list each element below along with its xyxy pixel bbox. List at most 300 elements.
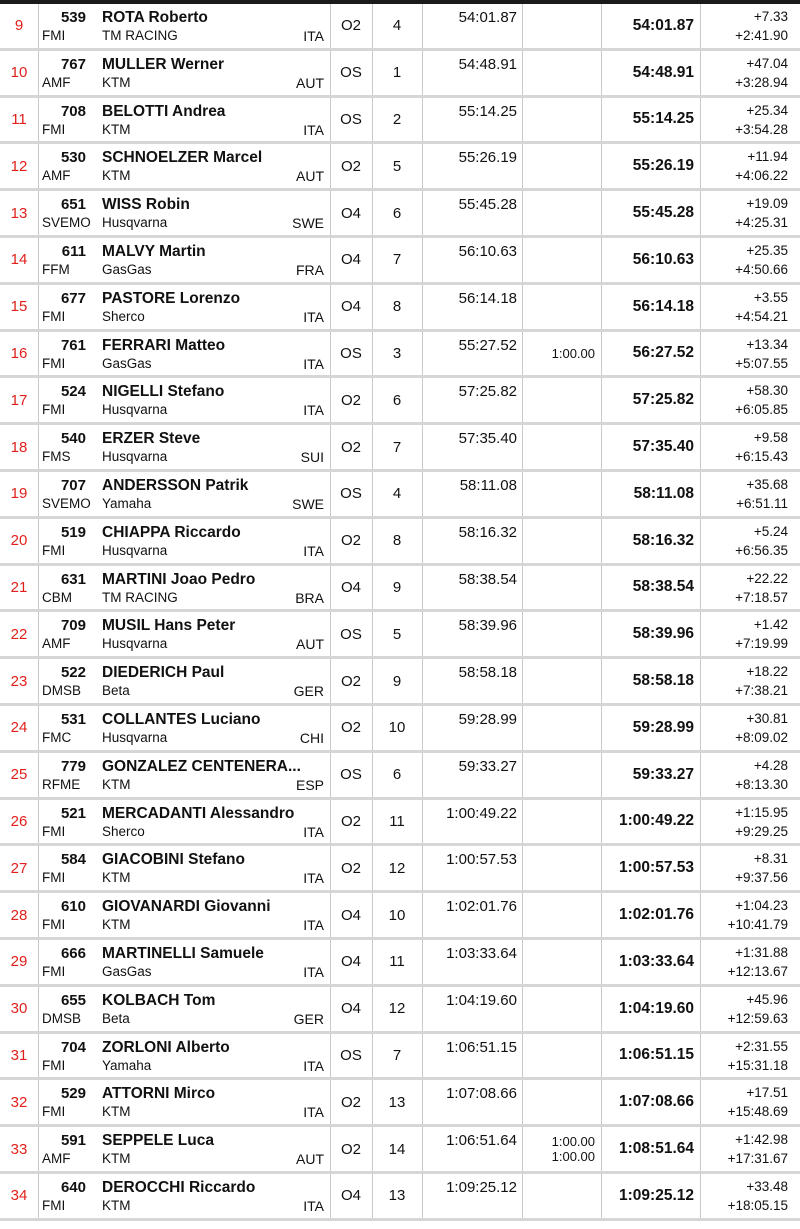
- rider-name: GONZALEZ CENTENERA...: [102, 757, 301, 775]
- rider-number: 524: [60, 383, 86, 401]
- nationality: ITA: [303, 121, 324, 138]
- rider-name: ZORLONI Alberto: [102, 1038, 230, 1056]
- class: O2: [340, 812, 361, 830]
- race-time: 1:04:19.60: [446, 991, 517, 1009]
- total-time: 1:07:08.66: [619, 1093, 694, 1111]
- class: O2: [340, 157, 361, 175]
- total-time: 1:03:33.64: [619, 952, 694, 970]
- race-time: 55:45.28: [458, 196, 517, 214]
- race-time: 1:09:25.12: [446, 1178, 517, 1196]
- class-rank: 1: [392, 64, 402, 82]
- penalty: [522, 238, 601, 282]
- nationality: ITA: [303, 542, 324, 559]
- rider-number: 779: [60, 757, 86, 775]
- position: 21: [10, 578, 28, 596]
- gap-leader: +15:48.69: [727, 1104, 788, 1120]
- penalty: [522, 191, 601, 235]
- table-row: [0, 1080, 800, 1127]
- rider-name: NIGELLI Stefano: [102, 383, 225, 401]
- federation: FMS: [42, 449, 71, 465]
- penalty: [522, 144, 601, 188]
- class: OS: [340, 344, 362, 362]
- team-name: KTM: [102, 1104, 131, 1120]
- penalty: [522, 332, 601, 376]
- gap-leader: +7:18.57: [735, 589, 788, 605]
- penalty: [522, 612, 601, 656]
- class-rank: 7: [392, 251, 402, 269]
- gap-leader: +3:54.28: [735, 121, 788, 137]
- federation: FMI: [42, 1057, 66, 1073]
- nationality: AUT: [296, 74, 324, 91]
- race-time: 1:06:51.64: [446, 1132, 517, 1150]
- federation: FMI: [42, 823, 66, 839]
- team-name: Husqvarna: [102, 402, 168, 418]
- federation: FMI: [42, 542, 66, 558]
- nationality: ITA: [303, 963, 324, 980]
- gap-previous: +3.55: [753, 289, 788, 305]
- penalty: [522, 566, 601, 610]
- table-row: [0, 940, 800, 987]
- federation: FMI: [42, 870, 66, 886]
- gap-leader: +9:29.25: [735, 823, 788, 839]
- class: OS: [340, 110, 362, 128]
- penalty: [522, 706, 601, 750]
- rider-name: COLLANTES Luciano: [102, 710, 261, 728]
- total-time: 54:01.87: [632, 16, 694, 34]
- gap-previous: +4.28: [753, 757, 788, 773]
- gap-previous: +1:04.23: [735, 898, 788, 914]
- rider-number: 521: [60, 804, 86, 822]
- position: 10: [10, 64, 28, 82]
- federation: RFME: [42, 776, 81, 792]
- position: 26: [10, 812, 28, 830]
- team-name: Beta: [102, 683, 130, 699]
- gap-leader: +4:50.66: [735, 261, 788, 277]
- position: 17: [10, 391, 28, 409]
- nationality: ITA: [303, 308, 324, 325]
- federation: FMI: [42, 917, 66, 933]
- team-name: Yamaha: [102, 1057, 152, 1073]
- penalty: [522, 51, 601, 95]
- team-name: Husqvarna: [102, 215, 168, 231]
- team-name: Yamaha: [102, 495, 152, 511]
- table-row: [0, 472, 800, 519]
- class-rank: 8: [392, 532, 402, 550]
- total-time: 1:02:01.76: [619, 906, 694, 924]
- race-time: 54:48.91: [458, 55, 517, 73]
- penalty: [522, 1127, 601, 1171]
- race-time: 1:06:51.15: [446, 1038, 517, 1056]
- table-row: [0, 893, 800, 940]
- nationality: ITA: [303, 823, 324, 840]
- rider-name: SEPPELE Luca: [102, 1132, 214, 1150]
- rider-name: GIOVANARDI Giovanni: [102, 898, 271, 916]
- class-rank: 6: [392, 204, 402, 222]
- position: 29: [10, 953, 28, 971]
- team-name: Husqvarna: [102, 542, 168, 558]
- class-rank: 11: [389, 812, 405, 830]
- nationality: CHI: [299, 729, 324, 746]
- class-rank: 9: [392, 672, 402, 690]
- rider-number: 530: [60, 149, 86, 167]
- gap-leader: +2:41.90: [735, 28, 788, 43]
- team-name: Husqvarna: [102, 729, 168, 745]
- total-time: 55:14.25: [632, 110, 694, 128]
- class: OS: [340, 64, 362, 82]
- gap-previous: +18.22: [746, 664, 788, 680]
- nationality: SWE: [292, 495, 324, 512]
- penalty: [522, 1080, 601, 1124]
- penalty: [522, 472, 601, 516]
- position: 18: [10, 438, 28, 456]
- gap-previous: +1:31.88: [735, 944, 788, 960]
- rider-name: PASTORE Lorenzo: [102, 289, 241, 307]
- total-time: 1:00:49.22: [619, 812, 694, 830]
- table-row: [0, 753, 800, 800]
- class-rank: 12: [388, 859, 406, 877]
- gap-leader: +6:15.43: [735, 449, 788, 465]
- federation: AMF: [42, 168, 71, 184]
- rider-number: 539: [60, 9, 86, 26]
- position: 12: [10, 157, 28, 175]
- class-rank: 6: [392, 766, 402, 784]
- gap-previous: +13.34: [746, 336, 788, 352]
- rider-name: WISS Robin: [102, 196, 190, 214]
- gap-previous: +11.94: [747, 149, 788, 165]
- gap-previous: +17.51: [746, 1085, 788, 1101]
- federation: FMI: [42, 402, 66, 418]
- table-row: [0, 98, 800, 145]
- nationality: GER: [293, 683, 324, 700]
- rider-name: MERCADANTI Alessandro: [102, 804, 295, 822]
- total-time: 1:00:57.53: [619, 859, 694, 877]
- position: 13: [10, 204, 28, 222]
- class: O2: [340, 672, 361, 690]
- class-rank: 4: [392, 17, 402, 35]
- penalty: [522, 1034, 601, 1078]
- gap-leader: +8:13.30: [735, 776, 788, 792]
- federation: AMF: [42, 636, 71, 652]
- race-time: 56:14.18: [458, 289, 517, 307]
- rider-number: 651: [60, 196, 86, 214]
- total-time: 57:35.40: [632, 438, 694, 456]
- class-rank: 14: [388, 1140, 406, 1158]
- class: O2: [340, 438, 361, 456]
- position: 33: [10, 1140, 28, 1158]
- total-time: 58:38.54: [632, 578, 694, 596]
- total-time: 56:10.63: [632, 250, 694, 268]
- nationality: ITA: [303, 1104, 324, 1121]
- team-name: KTM: [102, 917, 131, 933]
- federation: FMI: [42, 1197, 66, 1213]
- table-row: [0, 800, 800, 847]
- gap-previous: +1:42.98: [735, 1132, 788, 1148]
- team-name: KTM: [102, 74, 131, 90]
- total-time: 55:45.28: [632, 204, 694, 222]
- total-time: 58:39.96: [632, 625, 694, 643]
- penalty: [522, 893, 601, 937]
- rider-number: 767: [60, 55, 86, 73]
- gap-previous: +30.81: [746, 710, 788, 726]
- gap-previous: +1.42: [753, 617, 788, 633]
- nationality: ITA: [303, 28, 324, 44]
- rider-name: DIEDERICH Paul: [102, 664, 225, 682]
- rider-number: 655: [60, 991, 86, 1009]
- table-row: [0, 144, 800, 191]
- team-name: KTM: [102, 1197, 131, 1213]
- federation: DMSB: [42, 1010, 82, 1026]
- nationality: ESP: [295, 776, 324, 793]
- race-time: 58:58.18: [458, 664, 517, 682]
- race-time: 57:35.40: [458, 430, 517, 448]
- rider-name: ROTA Roberto: [102, 9, 208, 26]
- penalty: [522, 98, 601, 142]
- team-name: GasGas: [102, 355, 152, 371]
- race-time: 59:33.27: [458, 757, 517, 775]
- gap-leader: +8:09.02: [735, 729, 788, 745]
- class-rank: 6: [392, 391, 402, 409]
- gap-leader: +9:37.56: [735, 870, 788, 886]
- nationality: SWE: [292, 215, 324, 232]
- rider-number: 704: [60, 1038, 86, 1056]
- rider-number: 529: [60, 1085, 86, 1103]
- total-time: 58:16.32: [632, 531, 694, 549]
- rider-name: MULLER Werner: [102, 55, 225, 73]
- rider-name: CHIAPPA Riccardo: [102, 523, 241, 541]
- team-name: Husqvarna: [102, 449, 168, 465]
- class: O2: [340, 859, 361, 877]
- federation: SVEMO: [42, 495, 91, 511]
- rider-number: 640: [60, 1178, 86, 1196]
- gap-leader: +4:25.31: [735, 215, 788, 231]
- class-rank: 4: [392, 485, 402, 503]
- race-time: 1:02:01.76: [446, 898, 517, 916]
- rider-name: KOLBACH Tom: [102, 991, 216, 1009]
- rider-number: 519: [60, 523, 86, 541]
- rider-number: 677: [60, 289, 86, 307]
- team-name: KTM: [102, 870, 131, 886]
- federation: CBM: [42, 589, 72, 605]
- class-rank: 2: [392, 110, 402, 128]
- class-rank: 11: [389, 953, 405, 971]
- class: O2: [340, 1093, 361, 1111]
- gap-previous: +22.22: [746, 570, 788, 586]
- gap-leader: +15:31.18: [727, 1057, 788, 1073]
- nationality: SUI: [300, 449, 324, 466]
- table-row: [0, 285, 800, 332]
- rider-number: 610: [60, 898, 86, 916]
- race-time: 58:16.32: [458, 523, 517, 541]
- position: 25: [10, 766, 28, 784]
- race-time: 1:07:08.66: [446, 1085, 517, 1103]
- table-row: [0, 659, 800, 706]
- rider-number: 666: [60, 944, 86, 962]
- rider-number: 531: [60, 710, 86, 728]
- rider-name: DEROCCHI Riccardo: [102, 1178, 256, 1196]
- table-row: [0, 706, 800, 753]
- gap-leader: +6:51.11: [736, 495, 788, 511]
- class: O4: [340, 578, 361, 596]
- gap-previous: +5.24: [753, 523, 788, 539]
- team-name: KTM: [102, 168, 131, 184]
- race-time: 1:00:57.53: [446, 851, 517, 869]
- rider-name: ANDERSSON Patrik: [102, 476, 249, 494]
- federation: DMSB: [42, 683, 82, 699]
- race-time: 57:25.82: [458, 383, 517, 401]
- rider-name: SCHNOELZER Marcel: [102, 149, 263, 167]
- federation: FMI: [42, 1104, 66, 1120]
- table-row: [0, 566, 800, 613]
- gap-previous: +25.34: [746, 102, 788, 118]
- race-time: 55:14.25: [458, 102, 517, 120]
- rider-name: MARTINI Joao Pedro: [102, 570, 256, 588]
- race-time: 58:11.08: [459, 476, 517, 494]
- federation: FMC: [42, 729, 72, 745]
- penalty-value: 1:00.00: [551, 345, 595, 361]
- class: O4: [340, 1000, 361, 1018]
- class: OS: [340, 485, 362, 503]
- total-time: 54:48.91: [632, 63, 694, 81]
- rider-name: MARTINELLI Samuele: [102, 944, 264, 962]
- total-time: 55:26.19: [632, 157, 694, 175]
- gap-previous: +58.30: [746, 383, 788, 399]
- rider-name: GIACOBINI Stefano: [102, 851, 245, 869]
- rider-number: 611: [61, 242, 86, 260]
- row-separator: [0, 1218, 800, 1221]
- race-time: 58:38.54: [458, 570, 517, 588]
- nationality: ITA: [303, 870, 324, 887]
- gap-leader: +4:06.22: [735, 168, 788, 184]
- federation: AMF: [42, 1151, 71, 1167]
- class-rank: 13: [388, 1187, 406, 1205]
- class-rank: 5: [392, 157, 402, 175]
- gap-leader: +7:19.99: [735, 636, 788, 652]
- nationality: AUT: [296, 168, 324, 185]
- nationality: GER: [293, 1010, 324, 1027]
- gap-previous: +47.04: [746, 55, 788, 71]
- table-row: [0, 846, 800, 893]
- penalty-value: 1:00.00: [551, 1134, 595, 1150]
- position: 30: [10, 1000, 28, 1018]
- nationality: AUT: [296, 636, 324, 653]
- gap-previous: +35.68: [746, 476, 788, 492]
- penalty: [522, 846, 601, 890]
- position: 23: [10, 672, 28, 690]
- penalty-value: 1:00.00: [551, 1149, 595, 1165]
- nationality: ITA: [303, 1057, 324, 1074]
- rider-number: 708: [60, 102, 86, 120]
- class-rank: 8: [392, 298, 402, 316]
- class-rank: 12: [388, 1000, 406, 1018]
- gap-leader: +5:07.55: [735, 355, 788, 371]
- team-name: GasGas: [102, 261, 152, 277]
- class-rank: 10: [388, 906, 406, 924]
- race-time: 1:00:49.22: [446, 804, 517, 822]
- nationality: ITA: [303, 402, 324, 419]
- nationality: BRA: [295, 589, 324, 606]
- race-time: 59:28.99: [458, 710, 517, 728]
- team-name: TM RACING: [102, 589, 178, 605]
- rider-number: 591: [60, 1132, 86, 1150]
- rider-number: 631: [60, 570, 86, 588]
- nationality: AUT: [296, 1151, 324, 1168]
- race-time: 55:27.52: [458, 336, 517, 354]
- federation: AMF: [42, 74, 71, 90]
- position: 20: [10, 532, 28, 550]
- gap-previous: +25.35: [746, 242, 788, 258]
- rider-name: MUSIL Hans Peter: [102, 617, 236, 635]
- table-row: [0, 425, 800, 472]
- nationality: ITA: [303, 917, 324, 934]
- table-row: [0, 612, 800, 659]
- federation: SVEMO: [42, 215, 91, 231]
- position: 31: [10, 1046, 28, 1064]
- gap-previous: +19.09: [746, 196, 788, 212]
- table-row: [0, 378, 800, 425]
- penalty: [522, 1174, 601, 1218]
- penalty: [522, 659, 601, 703]
- total-time: 1:09:25.12: [619, 1186, 694, 1204]
- team-name: TM RACING: [102, 28, 178, 43]
- class-rank: 9: [392, 578, 402, 596]
- gap-leader: +17:31.67: [727, 1151, 788, 1167]
- race-time: 58:39.96: [458, 617, 517, 635]
- team-name: Beta: [102, 1010, 130, 1026]
- table-row: [0, 332, 800, 379]
- table-row: [0, 1174, 800, 1221]
- class: O4: [340, 906, 361, 924]
- gap-leader: +4:54.21: [735, 308, 788, 324]
- position: 16: [10, 344, 28, 362]
- position: 19: [10, 485, 28, 503]
- class-rank: 3: [392, 344, 402, 362]
- class-rank: 10: [388, 719, 406, 737]
- gap-previous: +9.58: [753, 430, 788, 446]
- class: O2: [340, 17, 361, 35]
- position: 32: [10, 1093, 28, 1111]
- rider-name: BELOTTI Andrea: [102, 102, 226, 120]
- class: O2: [340, 532, 361, 550]
- results-table: [0, 4, 800, 1221]
- rider-number: 761: [60, 336, 86, 354]
- position: 34: [10, 1187, 28, 1205]
- class: OS: [340, 1046, 362, 1064]
- rider-number: 707: [60, 476, 86, 494]
- gap-leader: +6:56.35: [735, 542, 788, 558]
- race-time: 56:10.63: [458, 242, 517, 260]
- race-time: 55:26.19: [458, 149, 517, 167]
- total-time: 59:28.99: [632, 718, 694, 736]
- federation: FMI: [42, 963, 66, 979]
- race-time: 1:03:33.64: [446, 944, 517, 962]
- class-rank: 7: [392, 1046, 402, 1064]
- class: O4: [340, 953, 361, 971]
- nationality: ITA: [303, 355, 324, 372]
- rider-number: 540: [60, 430, 86, 448]
- total-time: 57:25.82: [632, 391, 694, 409]
- class: OS: [340, 625, 362, 643]
- class: O4: [340, 298, 361, 316]
- gap-leader: +6:05.85: [735, 402, 788, 418]
- table-row: [0, 191, 800, 238]
- team-name: Sherco: [102, 308, 145, 324]
- table-row: [0, 1127, 800, 1174]
- gap-leader: +12:59.63: [727, 1010, 788, 1026]
- total-time: 1:06:51.15: [619, 1046, 694, 1064]
- position: 28: [10, 906, 28, 924]
- nationality: FRA: [296, 261, 324, 278]
- team-name: Sherco: [102, 823, 145, 839]
